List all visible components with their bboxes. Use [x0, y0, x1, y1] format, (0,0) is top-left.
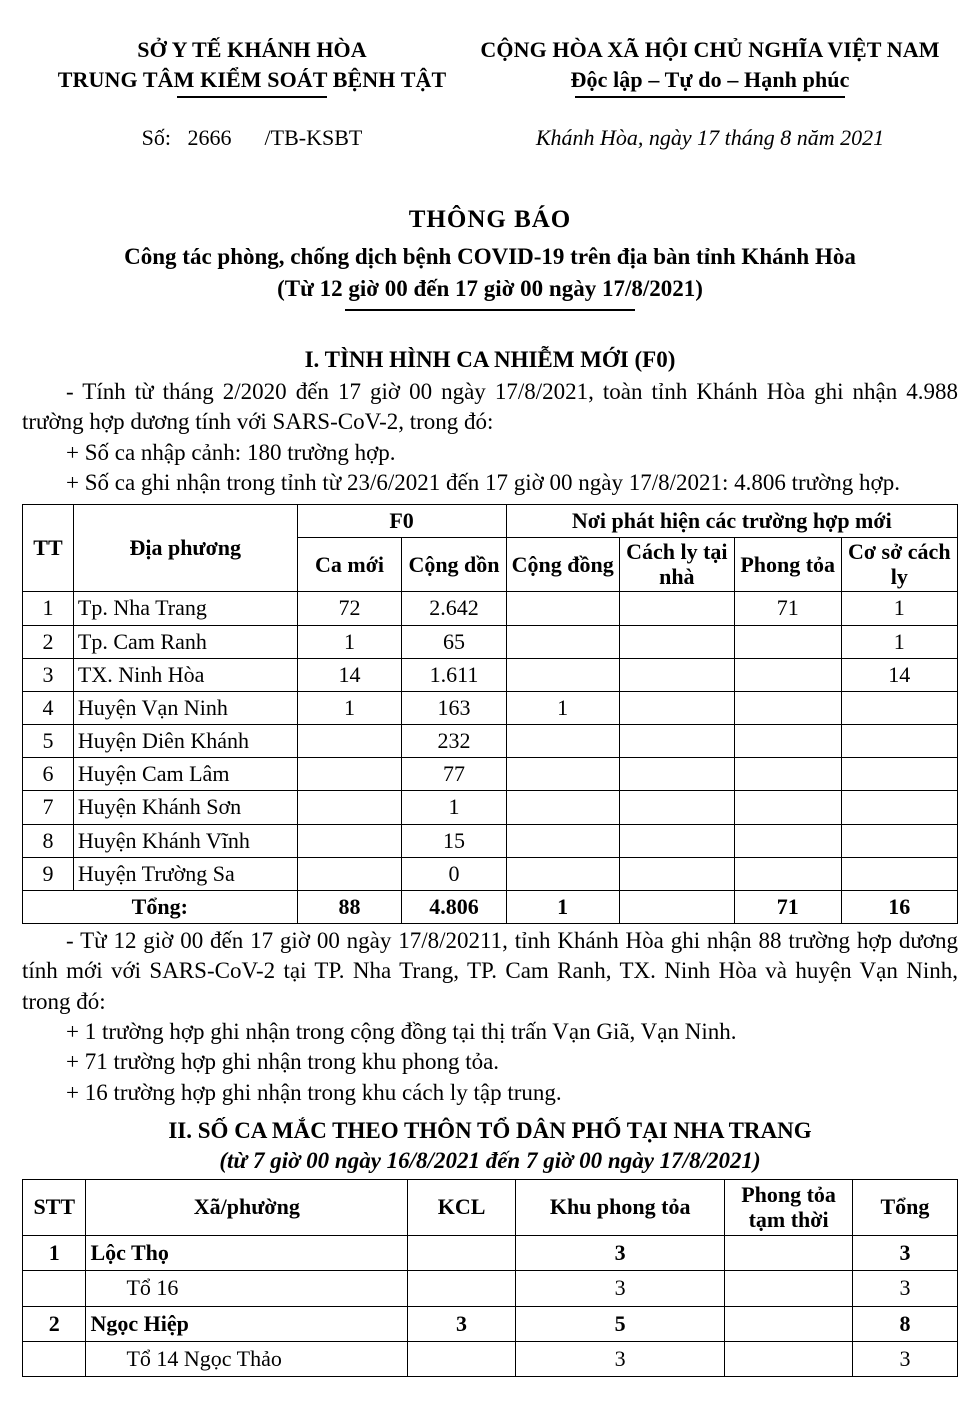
cell-community	[506, 758, 619, 791]
section-1-paragraph-3: + Số ca ghi nhận trong tỉnh từ 23/6/2021 đến 17 giờ 00 ngày 17/8/2021: 4.806 trường hợp.	[66, 469, 900, 495]
cell-community	[506, 791, 619, 824]
cell-facility	[841, 758, 957, 791]
cell-new: 72	[297, 592, 402, 625]
cell-stt: 1	[23, 592, 74, 625]
cell-locality: Huyện Diên Khánh	[73, 725, 297, 758]
table-header-row-1	[23, 505, 958, 538]
cell-lockdown	[734, 725, 841, 758]
th-locality: Địa phương	[73, 505, 297, 592]
th-facility: Cơ sở cách ly	[841, 538, 957, 592]
th-lockdown-area: Khu phong tỏa	[516, 1180, 725, 1236]
cell-stt: 8	[23, 824, 74, 857]
cell-kcl: 3	[408, 1306, 516, 1341]
cell-locality: Huyện Cam Lâm	[73, 758, 297, 791]
cell-total-label: Tổng:	[23, 890, 298, 923]
table-cases-by-ward	[22, 1179, 958, 1377]
cell-home	[619, 625, 734, 658]
issuing-department-parent: SỞ Y TẾ KHÁNH HÒA	[137, 37, 367, 62]
section-1-body	[22, 377, 958, 498]
cell-home	[619, 791, 734, 824]
table-row	[23, 658, 958, 691]
cell-home	[619, 592, 734, 625]
th-stt: TT	[23, 505, 74, 592]
cell-locality: Huyện Khánh Sơn	[73, 791, 297, 824]
cell-ward: Lộc Thọ	[86, 1236, 408, 1271]
cell-home	[619, 857, 734, 890]
cell-kcl	[408, 1341, 516, 1376]
cell-temp-lockdown	[725, 1271, 853, 1306]
cell-temp-lockdown	[725, 1236, 853, 1271]
cell-lockdown	[734, 625, 841, 658]
cell-facility: 14	[841, 658, 957, 691]
cell-lockdown-area: 5	[516, 1306, 725, 1341]
th-kcl: KCL	[408, 1180, 516, 1236]
cell-total: 77	[402, 758, 506, 791]
cell-lockdown-area: 3	[516, 1236, 725, 1271]
cell-new: 1	[297, 691, 402, 724]
cell-lockdown: 71	[734, 592, 841, 625]
cell-community	[506, 625, 619, 658]
summary-paragraph-2: + 1 trường hợp ghi nhận trong cộng đồng tại thị trấn Vạn Giã, Vạn Ninh.	[66, 1019, 737, 1045]
cell-community	[506, 725, 619, 758]
cell-home	[619, 758, 734, 791]
table-total-row	[23, 890, 958, 923]
cell-new	[297, 824, 402, 857]
document-header	[22, 36, 958, 98]
table-row	[23, 1341, 958, 1376]
cell-lockdown	[734, 824, 841, 857]
section-2-subheading: (từ 7 giờ 00 ngày 16/8/2021 đến 7 giờ 00 ngày 17/8/2021)	[219, 1147, 761, 1173]
cell-community	[506, 857, 619, 890]
cell-lockdown-area: 3	[516, 1341, 725, 1376]
title-block	[22, 204, 958, 311]
cell-total: 163	[402, 691, 506, 724]
cell-home	[619, 725, 734, 758]
cell-temp-lockdown	[725, 1341, 853, 1376]
cell-community	[506, 658, 619, 691]
cell-stt: 7	[23, 791, 74, 824]
cell-total: 8	[852, 1306, 957, 1341]
summary-paragraph-3: + 71 trường hợp ghi nhận trong khu phong tỏa.	[66, 1049, 500, 1075]
cell-total: 1.611	[402, 658, 506, 691]
cell-locality: Huyện Vạn Ninh	[73, 691, 297, 724]
cell-lockdown	[734, 857, 841, 890]
cell-home	[619, 658, 734, 691]
summary-paragraph-1: - Từ 12 giờ 00 đến 17 giờ 00 ngày 17/8/20211, tỉnh Khánh Hòa ghi nhận 88 trường hợp dương tính mới với SARS-CoV-2 tại TP. Nha Trang, TP. Cam Ranh, TX. Ninh Hòa và huyện Vạn Ninh, trong đó:	[22, 928, 958, 1014]
th-new-cases: Ca mới	[297, 538, 402, 592]
cell-home	[619, 691, 734, 724]
cell-ward: Ngọc Hiệp	[86, 1306, 408, 1341]
cell-total-new: 88	[297, 890, 402, 923]
cell-new: 14	[297, 658, 402, 691]
th-stt: STT	[23, 1180, 86, 1236]
table-row	[23, 1236, 958, 1271]
cell-facility	[841, 725, 957, 758]
cell-facility	[841, 857, 957, 890]
cell-total: 232	[402, 725, 506, 758]
cell-lockdown	[734, 758, 841, 791]
table-row	[23, 824, 958, 857]
cell-locality: Huyện Khánh Vĩnh	[73, 824, 297, 857]
cell-stt	[23, 1341, 86, 1376]
header-right-block	[462, 36, 958, 98]
cell-stt: 2	[23, 1306, 86, 1341]
document-number: Số: 2666 /TB-KSBT	[141, 125, 363, 151]
cell-total-cumulative: 4.806	[402, 890, 506, 923]
th-ward: Xã/phường	[86, 1180, 408, 1236]
cell-stt	[23, 1271, 86, 1306]
header-left-rule	[177, 96, 327, 98]
cell-ward: Tổ 16	[86, 1271, 408, 1306]
cell-total: 1	[402, 791, 506, 824]
cell-new	[297, 725, 402, 758]
cell-facility	[841, 824, 957, 857]
cell-lockdown	[734, 658, 841, 691]
cell-total: 0	[402, 857, 506, 890]
cell-community: 1	[506, 691, 619, 724]
th-temp-lockdown: Phong tỏa tạm thời	[725, 1180, 853, 1236]
cell-facility	[841, 791, 957, 824]
cell-locality: TX. Ninh Hòa	[73, 658, 297, 691]
issuing-department: TRUNG TÂM KIỂM SOÁT BỆNH TẬT	[57, 67, 447, 93]
cell-lockdown	[734, 691, 841, 724]
national-title: CỘNG HÒA XÃ HỘI CHỦ NGHĨA VIỆT NAM	[480, 37, 940, 62]
table-row	[23, 592, 958, 625]
cell-stt: 6	[23, 758, 74, 791]
section-2-heading: II. SỐ CA MẮC THEO THÔN TỔ DÂN PHỐ TẠI NHA TRANG	[168, 1118, 812, 1144]
header-right-rule	[575, 96, 845, 98]
cell-home	[619, 824, 734, 857]
cell-kcl	[408, 1271, 516, 1306]
cell-stt: 1	[23, 1236, 86, 1271]
table-row	[23, 1271, 958, 1306]
cell-new: 1	[297, 625, 402, 658]
national-motto: Độc lập – Tự do – Hạnh phúc	[570, 67, 850, 93]
cell-total: 3	[852, 1236, 957, 1271]
cell-total: 65	[402, 625, 506, 658]
cell-temp-lockdown	[725, 1306, 853, 1341]
cell-total-lockdown: 71	[734, 890, 841, 923]
section-1-heading: I. TÌNH HÌNH CA NHIỄM MỚI (F0)	[304, 347, 676, 373]
document-subtitle: Công tác phòng, chống dịch bệnh COVID-19 trên địa bàn tỉnh Khánh Hòa	[124, 244, 856, 270]
cell-new	[297, 857, 402, 890]
cell-total: 3	[852, 1341, 957, 1376]
table-row	[23, 1306, 958, 1341]
cell-total: 2.642	[402, 592, 506, 625]
cell-facility: 1	[841, 625, 957, 658]
table-row	[23, 791, 958, 824]
cell-locality: Huyện Trường Sa	[73, 857, 297, 890]
th-f0: F0	[297, 505, 506, 538]
document-title: THÔNG BÁO	[408, 206, 572, 234]
section-1-paragraph-1: - Tính từ tháng 2/2020 đến 17 giờ 00 ngày 17/8/2021, toàn tỉnh Khánh Hòa ghi nhận 4.988 trường hợp dương tính với SARS-CoV-2, trong đó:	[22, 378, 958, 435]
cell-stt: 2	[23, 625, 74, 658]
th-lockdown: Phong tỏa	[734, 538, 841, 592]
table-row	[23, 758, 958, 791]
cell-locality: Tp. Cam Ranh	[73, 625, 297, 658]
cell-stt: 9	[23, 857, 74, 890]
cell-stt: 5	[23, 725, 74, 758]
th-community: Cộng đồng	[506, 538, 619, 592]
cell-stt: 3	[23, 658, 74, 691]
table-row	[23, 625, 958, 658]
table-cases-by-locality	[22, 504, 958, 924]
cell-new	[297, 758, 402, 791]
table-row	[23, 857, 958, 890]
title-rule	[345, 309, 635, 311]
cell-stt: 4	[23, 691, 74, 724]
table-row	[23, 691, 958, 724]
cell-total-community: 1	[506, 890, 619, 923]
section-1-summary	[22, 926, 958, 1108]
th-cumulative: Cộng dồn	[402, 538, 506, 592]
cell-locality: Tp. Nha Trang	[73, 592, 297, 625]
cell-kcl	[408, 1236, 516, 1271]
cell-total: 3	[852, 1271, 957, 1306]
cell-community	[506, 824, 619, 857]
cell-facility: 1	[841, 592, 957, 625]
document-period: (Từ 12 giờ 00 đến 17 giờ 00 ngày 17/8/2021)	[277, 275, 703, 301]
cell-total-facility: 16	[841, 890, 957, 923]
section-1-paragraph-2: + Số ca nhập cảnh: 180 trường hợp.	[66, 439, 396, 465]
th-detection-source: Nơi phát hiện các trường hợp mới	[506, 505, 957, 538]
table2-header-row	[23, 1180, 958, 1236]
place-and-date: Khánh Hòa, ngày 17 tháng 8 năm 2021	[535, 125, 885, 151]
cell-total-home	[619, 890, 734, 923]
cell-lockdown	[734, 791, 841, 824]
th-total: Tổng	[852, 1180, 957, 1236]
cell-new	[297, 791, 402, 824]
cell-lockdown-area: 3	[516, 1271, 725, 1306]
cell-facility	[841, 691, 957, 724]
cell-ward: Tổ 14 Ngọc Thảo	[86, 1341, 408, 1376]
table-row	[23, 725, 958, 758]
doc-number-date-row	[22, 124, 958, 152]
header-left-block	[22, 36, 462, 98]
th-home-quarantine: Cách ly tại nhà	[619, 538, 734, 592]
summary-paragraph-4: + 16 trường hợp ghi nhận trong khu cách ly tập trung.	[66, 1079, 562, 1105]
cell-total: 15	[402, 824, 506, 857]
cell-community	[506, 592, 619, 625]
